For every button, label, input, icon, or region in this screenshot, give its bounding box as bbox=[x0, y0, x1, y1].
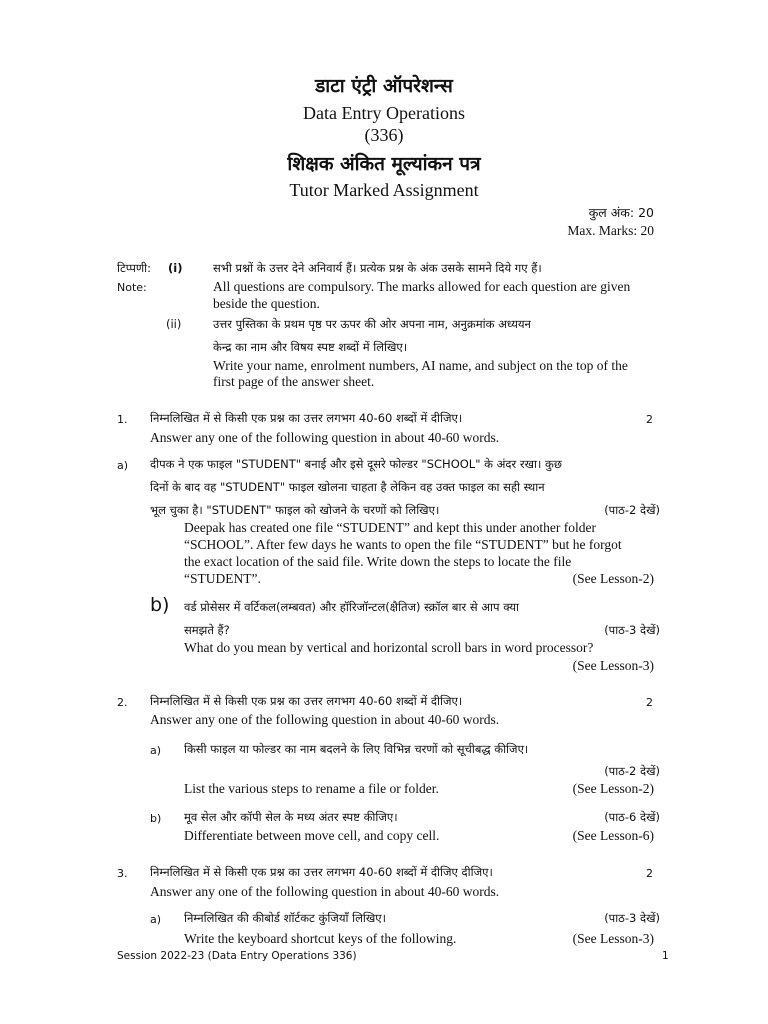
q3a-marker: a) bbox=[150, 913, 162, 926]
q1b-marker: b) bbox=[150, 594, 170, 616]
note-ii-english-2: first page of the answer sheet. bbox=[213, 374, 375, 389]
q3-hindi: निम्नलिखित में से किसी एक प्रश्न का उत्तर लगभग 40-60 शब्दों में दीजिए दीजिए। bbox=[150, 865, 493, 879]
q1-hindi: निम्नलिखित में से किसी एक प्रश्न का उत्तर लगभग 40-60 शब्दों में दीजिए। bbox=[150, 411, 463, 425]
q1a-reference-hindi: (पाठ-2 देखें) bbox=[604, 503, 660, 517]
q1-number: 1. bbox=[117, 413, 128, 426]
note-label-english: Note: bbox=[117, 281, 147, 294]
note-ii-english-1: Write your name, enrolment numbers, AI name, and subject on the top of the bbox=[213, 358, 628, 373]
q2b-hindi: मूव सेल और कॉपी सेल के मध्य अंतर स्पष्ट कीजिए। bbox=[184, 810, 398, 824]
q2b-marker: b) bbox=[150, 812, 162, 825]
q3-english: Answer any one of the following question in about 40-60 words. bbox=[150, 884, 500, 899]
q3a-english: Write the keyboard shortcut keys of the following. bbox=[184, 931, 457, 946]
subtitle-hindi: शिक्षक अंकित मूल्यांकन पत्र bbox=[287, 153, 481, 175]
note-label-hindi: टिप्पणी: bbox=[117, 261, 152, 275]
q1a-english-2: “SCHOOL”. After few days he wants to open the file “STUDENT” but he forgot bbox=[184, 537, 622, 552]
q2b-reference-hindi: (पाठ-6 देखें) bbox=[604, 810, 660, 824]
note-ii-hindi-2: केन्द्र का नाम और विषय स्पष्ट शब्दों में लिखिए। bbox=[213, 340, 408, 354]
q2a-reference-hindi: (पाठ-2 देखें) bbox=[604, 764, 660, 778]
q1b-english: What do you mean by vertical and horizontal scroll bars in word processor? bbox=[184, 640, 594, 655]
q3a-hindi: निम्नलिखित की कीबोर्ड शॉर्टकट कुंजियाँ लिखिए। bbox=[184, 911, 387, 925]
q2a-hindi: किसी फाइल या फोल्डर का नाम बदलने के लिए विभिन्न चरणों को सूचीबद्ध कीजिए। bbox=[184, 742, 529, 756]
total-marks-hindi: कुल अंक: 20 bbox=[588, 205, 654, 220]
title-hindi: डाटा एंट्री ऑपरेशन्स bbox=[315, 75, 453, 97]
q3-number: 3. bbox=[117, 867, 128, 880]
q2-hindi: निम्नलिखित में से किसी एक प्रश्न का उत्तर लगभग 40-60 शब्दों में दीजिए। bbox=[150, 694, 463, 708]
q1b-hindi-1: वर्ड प्रोसेसर में वर्टिकल(लम्बवत) और हॉरिजॉन्टल(क्षैतिज) स्क्रॉल बार से आप क्या bbox=[184, 600, 519, 614]
footer-page-number: 1 bbox=[662, 950, 669, 962]
note-i-hindi: सभी प्रश्नों के उत्तर देने अनिवार्य हैं। प्रत्येक प्रश्न के अंक उसके सामने दिये गए हैं। bbox=[213, 261, 542, 275]
course-code: (336) bbox=[364, 125, 404, 145]
footer-session: Session 2022-23 (Data Entry Operations 336) bbox=[117, 950, 357, 962]
q1a-hindi-2: दिनों के बाद वह "STUDENT" फाइल खोलना चाहता है लेकिन वह उक्त फाइल का सही स्थान bbox=[150, 480, 545, 494]
subtitle-english: Tutor Marked Assignment bbox=[289, 180, 479, 200]
max-marks-english: Max. Marks: 20 bbox=[567, 223, 654, 238]
q1b-reference-english: (See Lesson-3) bbox=[572, 658, 654, 673]
q1a-english-1: Deepak has created one file “STUDENT” and kept this under another folder bbox=[184, 520, 596, 535]
q1b-hindi-2: समझते हैं? bbox=[184, 623, 230, 637]
note-ii-hindi-1: उत्तर पुस्तिका के प्रथम पृष्ठ पर ऊपर की ओर अपना नाम, अनुक्रमांक अध्ययन bbox=[213, 317, 531, 331]
q1a-hindi-3: भूल चुका है। "STUDENT" फाइल को खोजने के चरणों को लिखिए। bbox=[150, 503, 440, 517]
note-i-english-2: beside the question. bbox=[213, 296, 320, 311]
note-i-english-1: All questions are compulsory. The marks allowed for each question are given bbox=[213, 279, 631, 294]
q1-marks: 2 bbox=[646, 413, 653, 426]
q2-marks: 2 bbox=[646, 696, 653, 709]
q2a-reference-english: (See Lesson-2) bbox=[572, 781, 654, 796]
q2b-reference-english: (See Lesson-6) bbox=[572, 828, 654, 843]
q3a-reference-english: (See Lesson-3) bbox=[572, 931, 654, 946]
q1-english: Answer any one of the following question in about 40-60 words. bbox=[150, 430, 500, 445]
q2-english: Answer any one of the following question in about 40-60 words. bbox=[150, 712, 500, 727]
q1a-marker: a) bbox=[117, 459, 129, 472]
q1a-english-3: the exact location of the said file. Write down the steps to locate the file bbox=[184, 554, 572, 569]
note-i-marker: (i) bbox=[168, 261, 183, 275]
title-english: Data Entry Operations bbox=[303, 103, 465, 123]
q2-number: 2. bbox=[117, 696, 128, 709]
q1b-reference-hindi: (पाठ-3 देखें) bbox=[604, 623, 660, 637]
q2b-english: Differentiate between move cell, and copy cell. bbox=[184, 828, 440, 843]
q1a-hindi-1: दीपक ने एक फाइल "STUDENT" बनाई और इसे दूसरे फोल्डर "SCHOOL" के अंदर रखा। कुछ bbox=[150, 457, 562, 471]
q1a-reference-english: (See Lesson-2) bbox=[572, 571, 654, 586]
q2a-marker: a) bbox=[150, 744, 162, 757]
q2a-english: List the various steps to rename a file or folder. bbox=[184, 781, 439, 796]
note-ii-marker: (ii) bbox=[166, 317, 182, 331]
q1a-english-4: “STUDENT”. bbox=[184, 571, 261, 586]
q3-marks: 2 bbox=[646, 867, 653, 880]
q3a-reference-hindi: (पाठ-3 देखें) bbox=[604, 911, 660, 925]
